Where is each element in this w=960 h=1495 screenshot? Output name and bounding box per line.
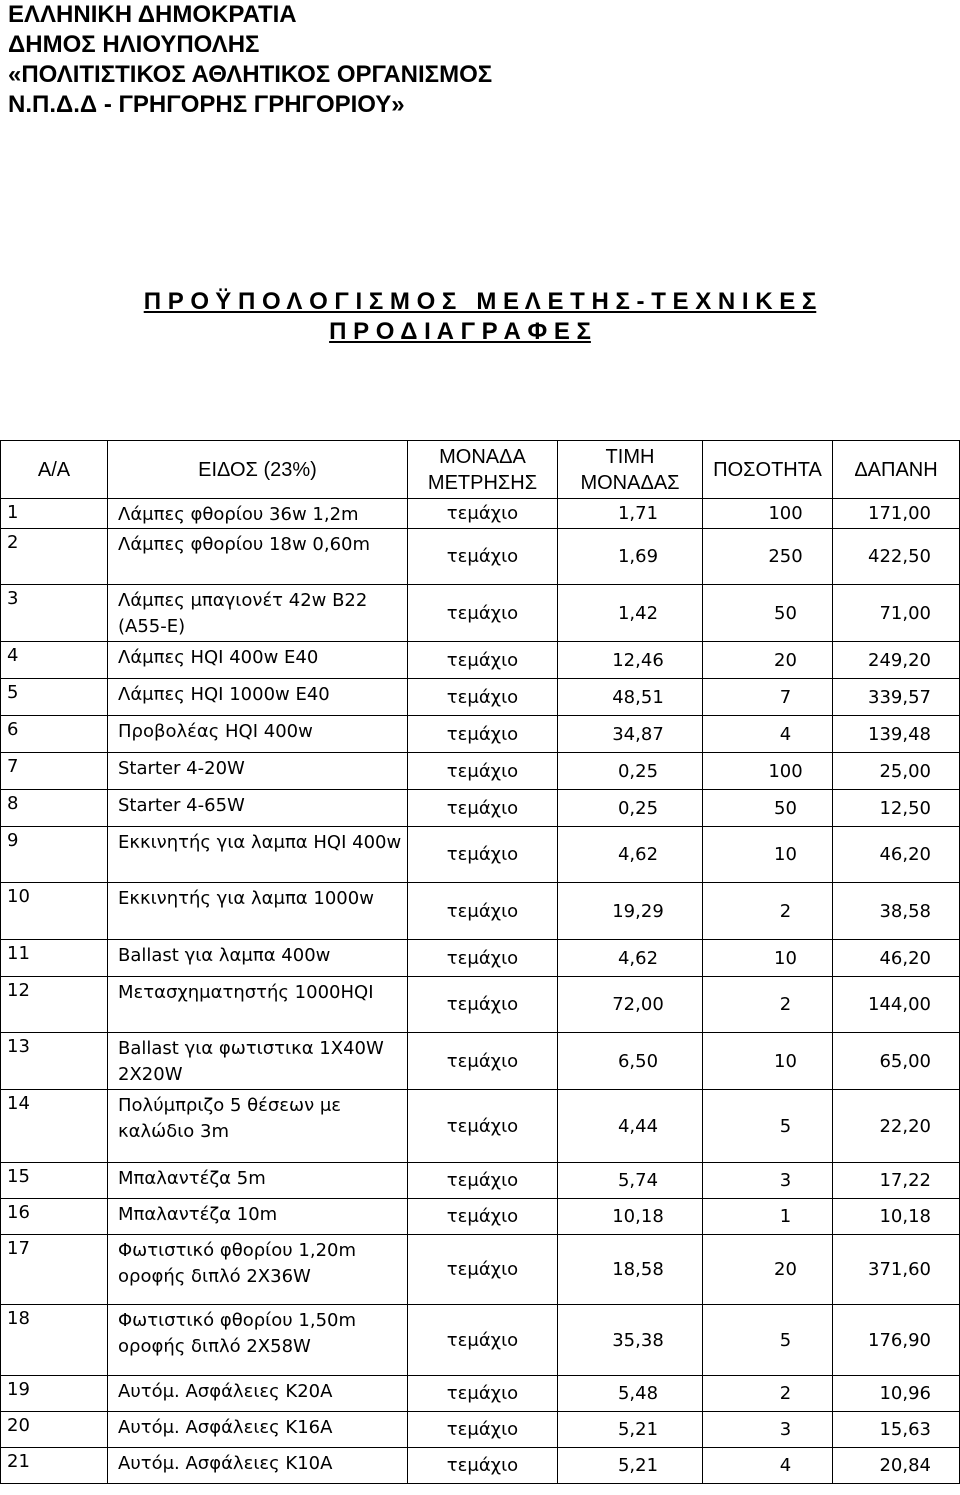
- row-unit-price: 5,48: [558, 1376, 703, 1412]
- document-title-line-1: Π Ρ Ο Ϋ Π Ο Λ Ο Γ Ι Σ Μ Ο Σ Μ Ε Λ Ε Τ Η Σ - Τ Ε Χ Ν Ι Κ Ε Σ: [143, 288, 817, 315]
- row-cost: 17,22: [833, 1163, 960, 1199]
- row-number: 4: [1, 642, 108, 679]
- row-number: 15: [1, 1163, 108, 1199]
- table-row: [1, 753, 960, 790]
- table-row: [1, 883, 960, 940]
- row-unit-price: 5,74: [558, 1163, 703, 1199]
- row-cost: 10,18: [833, 1199, 960, 1235]
- table-row: [1, 1090, 960, 1163]
- row-item-name: Ballast για φωτιστικα 1X40W 2X20W: [108, 1033, 408, 1090]
- row-cost: 249,20: [833, 642, 960, 679]
- row-item-name: Μετασχηματηστής 1000HQI: [108, 977, 408, 1033]
- row-quantity: 2: [703, 883, 833, 940]
- row-unit: τεμάχιο: [408, 642, 558, 679]
- row-number: 8: [1, 790, 108, 827]
- row-quantity: 250: [703, 529, 833, 585]
- table-row: [1, 940, 960, 977]
- row-item-name: Εκκινητής για λαμπα HQI 400w: [108, 827, 408, 883]
- row-number: 18: [1, 1305, 108, 1376]
- table-row: [1, 1235, 960, 1305]
- table-row: [1, 1376, 960, 1412]
- row-unit: τεμάχιο: [408, 499, 558, 529]
- row-unit-price: 0,25: [558, 790, 703, 827]
- table-row: [1, 1448, 960, 1484]
- row-unit: τεμάχιο: [408, 679, 558, 716]
- row-number: 17: [1, 1235, 108, 1305]
- row-number: 9: [1, 827, 108, 883]
- table-header-row: [1, 441, 960, 499]
- row-unit: τεμάχιο: [408, 1033, 558, 1090]
- row-quantity: 5: [703, 1090, 833, 1163]
- table-row: [1, 1033, 960, 1090]
- row-quantity: 7: [703, 679, 833, 716]
- table-row: [1, 679, 960, 716]
- row-item-name: Μπαλαντέζα 10m: [108, 1199, 408, 1235]
- row-unit-price: 1,71: [558, 499, 703, 529]
- document-title-line-2: Π Ρ Ο Δ Ι Α Γ Ρ Α Φ Ε Σ: [329, 318, 591, 345]
- row-number: 5: [1, 679, 108, 716]
- row-number: 19: [1, 1376, 108, 1412]
- row-unit-price: 5,21: [558, 1448, 703, 1484]
- row-quantity: 20: [703, 1235, 833, 1305]
- header-cost: ΔΑΠΑΝΗ: [833, 441, 960, 499]
- table-row: [1, 716, 960, 753]
- row-unit-price: 4,44: [558, 1090, 703, 1163]
- row-item-name: Λάμπες φθορίου 18w 0,60m: [108, 529, 408, 585]
- header-item: ΕΙΔΟΣ (23%): [108, 441, 408, 499]
- row-unit-price: 19,29: [558, 883, 703, 940]
- row-item-name: Προβολέας HQI 400w: [108, 716, 408, 753]
- row-unit-price: 72,00: [558, 977, 703, 1033]
- row-quantity: 4: [703, 1448, 833, 1484]
- header-qty: ΠΟΣΟΤΗΤΑ: [703, 441, 833, 499]
- table-row: [1, 499, 960, 529]
- row-unit: τεμάχιο: [408, 1199, 558, 1235]
- row-unit: τεμάχιο: [408, 585, 558, 642]
- row-unit: τεμάχιο: [408, 1305, 558, 1376]
- row-quantity: 2: [703, 1376, 833, 1412]
- row-unit-price: 18,58: [558, 1235, 703, 1305]
- row-cost: 65,00: [833, 1033, 960, 1090]
- row-unit: τεμάχιο: [408, 827, 558, 883]
- row-quantity: 2: [703, 977, 833, 1033]
- row-item-name: Αυτόμ. Ασφάλειες Κ16Α: [108, 1412, 408, 1448]
- row-cost: 371,60: [833, 1235, 960, 1305]
- header-price: ΤΙΜΗ ΜΟΝΑΔΑΣ: [558, 441, 703, 499]
- row-cost: 25,00: [833, 753, 960, 790]
- row-unit: τεμάχιο: [408, 1412, 558, 1448]
- row-quantity: 50: [703, 790, 833, 827]
- row-cost: 38,58: [833, 883, 960, 940]
- row-number: 7: [1, 753, 108, 790]
- row-unit: τεμάχιο: [408, 977, 558, 1033]
- row-quantity: 10: [703, 1033, 833, 1090]
- row-number: 10: [1, 883, 108, 940]
- row-quantity: 100: [703, 753, 833, 790]
- row-number: 1: [1, 499, 108, 529]
- table-row: [1, 529, 960, 585]
- table-row: [1, 977, 960, 1033]
- row-number: 11: [1, 940, 108, 977]
- row-quantity: 3: [703, 1412, 833, 1448]
- row-unit: τεμάχιο: [408, 753, 558, 790]
- row-cost: 422,50: [833, 529, 960, 585]
- row-item-name: Λάμπες φθορίου 36w 1,2m: [108, 499, 408, 529]
- table-row: [1, 585, 960, 642]
- row-item-name: Starter 4-65W: [108, 790, 408, 827]
- row-quantity: 10: [703, 827, 833, 883]
- row-quantity: 4: [703, 716, 833, 753]
- header-line-2: ΔΗΜΟΣ ΗΛΙΟΥΠΟΛΗΣ: [8, 31, 260, 58]
- row-quantity: 3: [703, 1163, 833, 1199]
- row-quantity: 5: [703, 1305, 833, 1376]
- row-unit-price: 5,21: [558, 1412, 703, 1448]
- row-number: 16: [1, 1199, 108, 1235]
- row-item-name: Λάμπες HQI 400w E40: [108, 642, 408, 679]
- row-cost: 12,50: [833, 790, 960, 827]
- table-row: [1, 790, 960, 827]
- header-line-3: «ΠΟΛΙΤΙΣΤΙΚΟΣ ΑΘΛΗΤΙΚΟΣ ΟΡΓΑΝΙΣΜΟΣ: [8, 61, 493, 88]
- row-number: 20: [1, 1412, 108, 1448]
- row-item-name: Πολύμπριζο 5 θέσεων με καλώδιο 3m: [108, 1090, 408, 1163]
- row-unit-price: 4,62: [558, 827, 703, 883]
- row-cost: 46,20: [833, 940, 960, 977]
- row-unit: τεμάχιο: [408, 529, 558, 585]
- row-item-name: Λάμπες μπαγιονέτ 42w B22 (A55-E): [108, 585, 408, 642]
- row-item-name: Φωτιστικό φθορίου 1,20m οροφής διπλό 2Χ36W: [108, 1235, 408, 1305]
- row-quantity: 1: [703, 1199, 833, 1235]
- row-unit-price: 35,38: [558, 1305, 703, 1376]
- row-number: 2: [1, 529, 108, 585]
- table-row: [1, 1305, 960, 1376]
- row-number: 21: [1, 1448, 108, 1484]
- row-number: 14: [1, 1090, 108, 1163]
- header-line-4: Ν.Π.Δ.Δ - ΓΡΗΓΟΡΗΣ ΓΡΗΓΟΡΙΟΥ»: [8, 91, 405, 118]
- row-number: 6: [1, 716, 108, 753]
- table-row: [1, 1199, 960, 1235]
- row-unit: τεμάχιο: [408, 883, 558, 940]
- table-row: [1, 1163, 960, 1199]
- row-unit-price: 34,87: [558, 716, 703, 753]
- table-row: [1, 1412, 960, 1448]
- row-unit: τεμάχιο: [408, 716, 558, 753]
- row-cost: 339,57: [833, 679, 960, 716]
- row-cost: 22,20: [833, 1090, 960, 1163]
- row-quantity: 10: [703, 940, 833, 977]
- row-item-name: Λάμπες HQI 1000w E40: [108, 679, 408, 716]
- table-row: [1, 827, 960, 883]
- row-unit-price: 4,62: [558, 940, 703, 977]
- row-number: 3: [1, 585, 108, 642]
- row-cost: 15,63: [833, 1412, 960, 1448]
- row-cost: 10,96: [833, 1376, 960, 1412]
- row-unit-price: 1,42: [558, 585, 703, 642]
- row-item-name: Φωτιστικό φθορίου 1,50m οροφής διπλό 2Χ58W: [108, 1305, 408, 1376]
- row-unit: τεμάχιο: [408, 1090, 558, 1163]
- row-quantity: 20: [703, 642, 833, 679]
- row-cost: 171,00: [833, 499, 960, 529]
- row-unit: τεμάχιο: [408, 1235, 558, 1305]
- row-item-name: Ballast για λαμπα 400w: [108, 940, 408, 977]
- row-number: 12: [1, 977, 108, 1033]
- row-cost: 144,00: [833, 977, 960, 1033]
- row-unit: τεμάχιο: [408, 790, 558, 827]
- header-aa: Α/Α: [1, 441, 108, 499]
- document-header: [8, 0, 492, 120]
- row-quantity: 50: [703, 585, 833, 642]
- row-cost: 176,90: [833, 1305, 960, 1376]
- row-unit-price: 0,25: [558, 753, 703, 790]
- row-item-name: Μπαλαντέζα 5m: [108, 1163, 408, 1199]
- row-number: 13: [1, 1033, 108, 1090]
- row-unit: τεμάχιο: [408, 1448, 558, 1484]
- row-unit: τεμάχιο: [408, 1163, 558, 1199]
- row-item-name: Εκκινητής για λαμπα 1000w: [108, 883, 408, 940]
- row-item-name: Αυτόμ. Ασφάλειες Κ10Α: [108, 1448, 408, 1484]
- row-item-name: Αυτόμ. Ασφάλειες Κ20Α: [108, 1376, 408, 1412]
- row-unit-price: 48,51: [558, 679, 703, 716]
- row-cost: 71,00: [833, 585, 960, 642]
- row-cost: 139,48: [833, 716, 960, 753]
- row-unit-price: 10,18: [558, 1199, 703, 1235]
- header-unit: ΜΟΝΑΔΑ ΜΕΤΡΗΣΗΣ: [408, 441, 558, 499]
- table-row: [1, 642, 960, 679]
- header-line-1: ΕΛΛΗΝΙΚΗ ΔΗΜΟΚΡΑΤΙΑ: [8, 1, 297, 28]
- row-unit-price: 12,46: [558, 642, 703, 679]
- budget-table: [0, 440, 960, 1484]
- row-unit: τεμάχιο: [408, 940, 558, 977]
- row-unit-price: 1,69: [558, 529, 703, 585]
- row-cost: 46,20: [833, 827, 960, 883]
- row-item-name: Starter 4-20W: [108, 753, 408, 790]
- row-cost: 20,84: [833, 1448, 960, 1484]
- row-unit: τεμάχιο: [408, 1376, 558, 1412]
- row-unit-price: 6,50: [558, 1033, 703, 1090]
- row-quantity: 100: [703, 499, 833, 529]
